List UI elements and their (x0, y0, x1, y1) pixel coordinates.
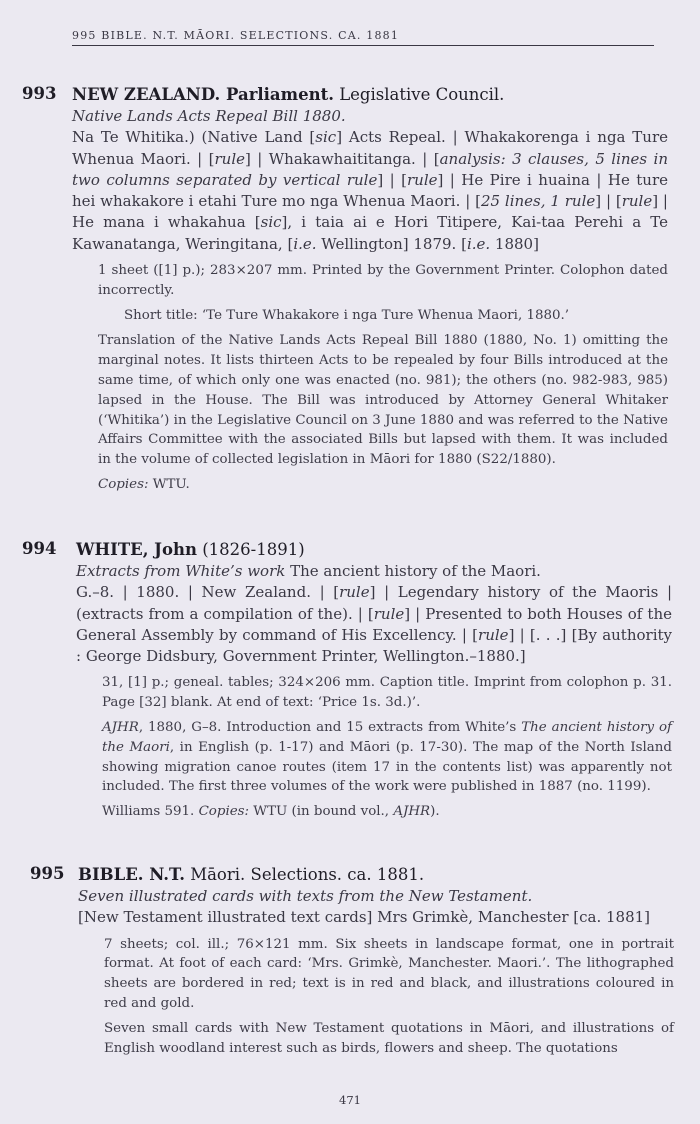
heading-subdivision: Māori. Selections. ca. 1881. (184, 865, 425, 884)
text-run: G.–8. | 1880. | New Zealand. | [ (76, 583, 340, 602)
references: Williams 591. (102, 804, 195, 820)
entry-number: 994 (22, 539, 57, 558)
short-title: Short title: ‘Te Ture Whakakore i nga Ture Whenua Maori, 1880.’ (124, 307, 570, 323)
entry-993 (22, 84, 669, 500)
text-run: WTU (in bound vol., (249, 804, 394, 820)
title-italic: Extracts from White’s work (76, 562, 286, 580)
title-text: Native Lands Acts Repeal Bill 1880. (72, 107, 346, 125)
copies-label: Copies: (98, 477, 149, 493)
running-head: 995 BIBLE. N.T. MĀORI. SELECTIONS. CA. 1881 (72, 29, 654, 46)
entry-heading (72, 84, 668, 106)
entry-notes (104, 935, 674, 1059)
italic-run: rule (407, 170, 438, 189)
italic-run: i.e. (466, 234, 491, 253)
copies-label: Copies: (198, 804, 250, 820)
entry-title (78, 886, 674, 907)
copies-value (249, 804, 440, 819)
entry-995 (22, 864, 674, 1063)
text-run: ). (430, 804, 440, 820)
text-run: ] | He mana i whakahua [ (72, 192, 668, 232)
italic-run: sic (260, 213, 282, 232)
heading-author: BIBLE. N.T. (78, 865, 185, 884)
text-run: ] | Whakawhaititanga. | [ (245, 149, 440, 168)
entry-number: 993 (22, 84, 57, 103)
physical-description: 1 sheet ([1] p.); 283×207 mm. Printed by the Government Printer. Colophon dated incorrectly. (98, 263, 668, 298)
copies-value: WTU. (148, 477, 190, 493)
entry-title (76, 561, 672, 582)
page-number: 471 (339, 1093, 361, 1107)
italic-run: rule (214, 149, 245, 168)
entry-notes (98, 261, 668, 495)
title-rest: The ancient history of the Maori. (285, 562, 541, 580)
italic-run: rule (478, 625, 509, 644)
entry-number: 995 (30, 864, 65, 883)
physical-description: 7 sheets; col. ill.; 76×121 mm. Six sheets in landscape format, one in portrait format. At foot of each card: ‘Mrs. Grimkè, Manchester. Maori.’. The lithographed sheets are bordered in red; text is in red and black, and illustrations coloured in red and gold. (104, 936, 674, 1011)
text-run: Wellington] 1879. [ (316, 234, 467, 253)
text-run: 1880] (490, 234, 539, 253)
title-transcription: [New Testament illustrated text cards] Mrs Grimkè, Manchester [ca. 1881] (78, 908, 651, 927)
entry-994 (22, 539, 672, 827)
italic-run: i.e. (293, 234, 317, 253)
entry-note: Seven small cards with New Testament quotations in Māori, and illustrations of English woodland interest such as birds, flowers and sheep. The quotations (104, 1020, 674, 1056)
text-run: ] | Legendary history of the Maoris | (extracts from a compilation of the). | [ (76, 583, 672, 623)
text-run: ] | [ (595, 192, 622, 211)
copies-line (98, 475, 668, 495)
text-run: ], i taia ai e Hori Titipere, Kai-taa Perehi a Te Kawanatanga, Weringitana, [ (72, 213, 668, 253)
italic-run: rule (373, 604, 405, 623)
entry-note (102, 718, 672, 797)
text-run: ] | He Pire i huaina | He ture hei whakakore i etahi Ture mo nga Whenua Maori. | [ (72, 170, 669, 211)
entry-heading (76, 539, 672, 561)
text-run: , in English (p. 1-17) and Māori (p. 17-30). The map of the North Island showing migration canoe routes (item 17 in the contents list) was apparently not included. The first three volumes of the work were published in 1887 (no. 1199). (102, 739, 672, 795)
heading-dates: (1826-1891) (197, 540, 305, 559)
heading-author: WHITE, John (76, 540, 197, 559)
heading-subdivision: Legislative Council. (333, 85, 505, 104)
italic-run: 25 lines, 1 rule (480, 192, 596, 211)
entry-title (72, 106, 668, 127)
text-run: ] Acts Repeal. | Whakakorenga i nga Ture Whenua Maori. | [ (72, 128, 669, 168)
text-run: , 1880, G–8. Introduction and 15 extracts from White’s (138, 720, 522, 736)
heading-author: NEW ZEALAND. Parliament. (72, 85, 334, 104)
title-transcription (72, 127, 668, 255)
entry-notes (102, 673, 672, 822)
italic-run: AJHR (102, 720, 139, 736)
text-run: Na Te Whitika.) (Native Land [ (72, 128, 316, 147)
italic-run: AJHR (393, 804, 431, 820)
italic-run: The ancient history of the Maori (102, 720, 672, 755)
italic-run: sic (315, 128, 337, 147)
text-run: ] | Presented to both Houses of the General Assembly by command of His Excellency. | [ (76, 604, 672, 644)
italic-run: analysis: 3 clauses, 5 lines in two columns separated by vertical rule (72, 149, 669, 189)
copies-line (102, 802, 672, 822)
title-text: Seven illustrated cards with texts from the New Testament. (78, 887, 533, 905)
text-run: ] | [ (377, 170, 407, 189)
entry-note: Translation of the Native Lands Acts Repeal Bill 1880 (1880, No. 1) omitting the marginal notes. It lists thirteen Acts to be repealed by four Bills introduced at the same time, of which only one was enacted (no. 981); the others (no. 982-983, 985) lapsed in the House. The Bill was introduced by Attorney General Whitaker (‘Whitika’) in the Legislative Council on 3 June 1880 and was referred to the Native Affairs Committee with the associated Bills but lapsed with them. It was included in the volume of collected legislation in Māori for 1880 (S22/1880). (98, 333, 668, 468)
entry-heading (78, 864, 674, 886)
title-transcription (76, 582, 672, 667)
physical-description: 31, [1] p.; geneal. tables; 324×206 mm. Caption title. Imprint from colophon p. 31. Page [32] blank. At end of text: ‘Price 1s. 3d.)’. (102, 675, 672, 711)
italic-run: rule (621, 192, 653, 211)
text-run: ] | [. . .] [By authority : George Didsbury, Government Printer, Wellington.–1880.] (76, 625, 672, 666)
italic-run: rule (339, 583, 370, 602)
